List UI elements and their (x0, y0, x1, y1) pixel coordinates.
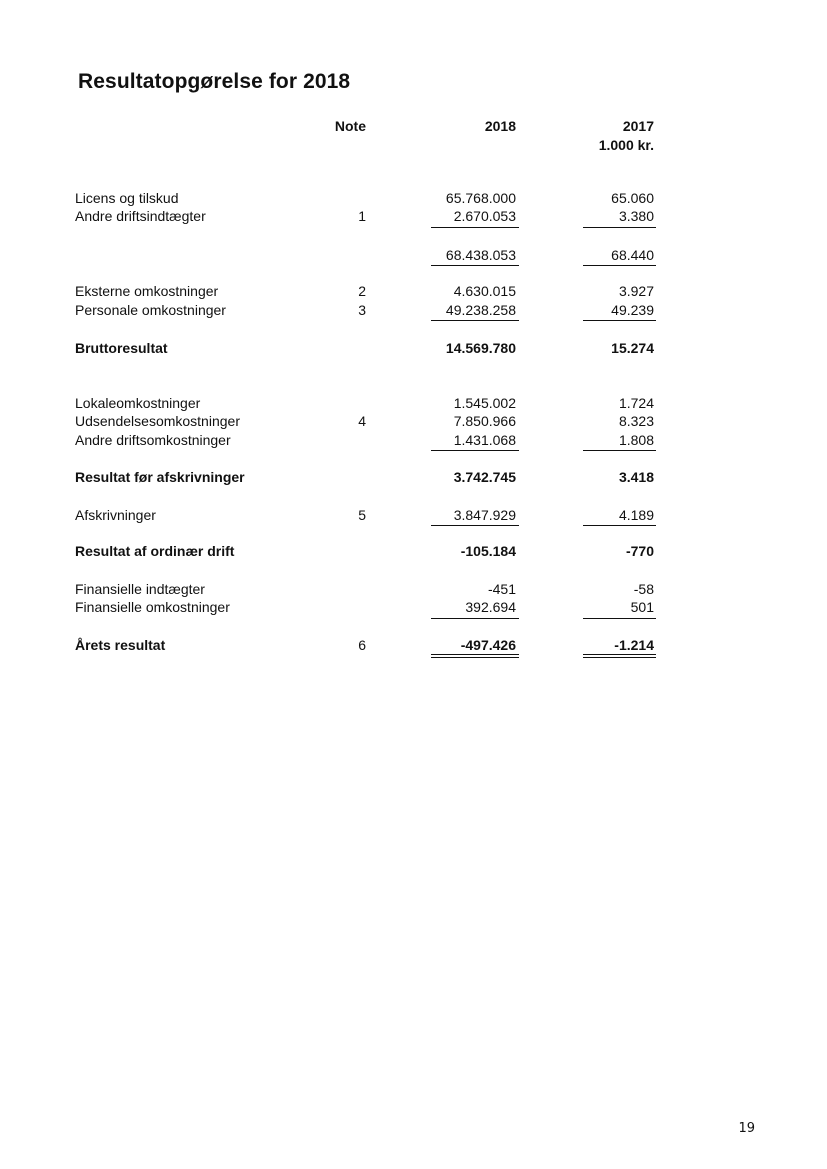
row-label: Andre driftsomkostninger (75, 432, 231, 448)
subtotal-rule (583, 618, 656, 619)
row-value-2018: 1.431.068 (453, 432, 516, 448)
row-value-2017: 3.927 (618, 283, 654, 299)
subtotal-rule (583, 227, 656, 228)
row-value-2018: -497.426 (460, 637, 516, 653)
table-row (0, 580, 827, 598)
row-value-2017: 4.189 (618, 507, 654, 523)
row-label: Udsendelsesomkostninger (75, 413, 240, 429)
row-value-2017: 15.274 (611, 340, 654, 356)
row-label: Eksterne omkostninger (75, 283, 219, 299)
row-label: Licens og tilskud (75, 190, 179, 206)
table-row (0, 431, 827, 449)
table-row (0, 468, 827, 486)
row-label: Lokaleomkostninger (75, 395, 201, 411)
subtotal-rule (431, 450, 519, 451)
row-label: Finansielle omkostninger (75, 599, 230, 615)
total-double-rule (431, 654, 519, 655)
row-value-2018: 3.847.929 (453, 507, 516, 523)
row-value-2018: 392.694 (465, 599, 516, 615)
row-value-2017: 1.808 (618, 432, 654, 448)
row-value-2017: 8.323 (618, 413, 654, 429)
subtotal-rule (583, 320, 656, 321)
table-row (0, 542, 827, 560)
subtotal-rule (431, 227, 519, 228)
page-title: Resultatopgørelse for 2018 (78, 70, 351, 93)
row-value-2017: 68.440 (611, 247, 654, 263)
row-note: 4 (358, 413, 366, 429)
row-value-2018: 14.569.780 (445, 340, 516, 356)
row-note: 1 (358, 208, 366, 224)
table-row (0, 394, 827, 412)
row-value-2018: 2.670.053 (453, 208, 516, 224)
row-value-2017: 65.060 (611, 190, 654, 206)
table-row (0, 598, 827, 616)
subtotal-rule (431, 525, 519, 526)
column-header-2017: 2017 (622, 118, 654, 134)
row-value-2018: -451 (487, 581, 516, 597)
row-value-2018: 4.630.015 (453, 283, 516, 299)
row-value-2017: 49.239 (611, 302, 654, 318)
total-double-rule (431, 657, 519, 658)
row-label: Resultat før afskrivninger (75, 469, 245, 485)
row-note: 6 (358, 637, 366, 653)
subtotal-rule (583, 450, 656, 451)
row-value-2018: 1.545.002 (453, 395, 516, 411)
row-value-2017: -58 (633, 581, 654, 597)
row-note: 2 (358, 283, 366, 299)
row-value-2017: -770 (625, 543, 654, 559)
row-value-2018: 65.768.000 (445, 190, 516, 206)
column-unit-2017: 1.000 kr. (598, 137, 654, 153)
table-row (0, 301, 827, 319)
subtotal-rule (583, 525, 656, 526)
subtotal-rule (431, 265, 519, 266)
row-value-2017: 1.724 (618, 395, 654, 411)
table-row (0, 207, 827, 225)
total-double-rule (583, 654, 656, 655)
row-value-2017: -1.214 (614, 637, 654, 653)
column-header-note: Note (334, 118, 366, 134)
table-row (0, 189, 827, 207)
row-label: Bruttoresultat (75, 340, 168, 356)
table-row (0, 282, 827, 300)
row-value-2018: -105.184 (460, 543, 516, 559)
subtotal-rule (431, 618, 519, 619)
row-value-2018: 68.438.053 (445, 247, 516, 263)
table-row (0, 412, 827, 430)
row-value-2018: 49.238.258 (445, 302, 516, 318)
row-note: 5 (358, 507, 366, 523)
row-label: Andre driftsindtægter (75, 208, 206, 224)
row-label: Årets resultat (75, 637, 166, 653)
table-row (0, 506, 827, 524)
table-row (0, 636, 827, 654)
row-value-2017: 3.380 (618, 208, 654, 224)
row-label: Finansielle indtægter (75, 581, 205, 597)
row-note: 3 (358, 302, 366, 318)
total-double-rule (583, 657, 656, 658)
subtotal-rule (431, 320, 519, 321)
row-label: Afskrivninger (75, 507, 156, 523)
row-value-2018: 3.742.745 (453, 469, 516, 485)
row-value-2017: 501 (630, 599, 654, 615)
subtotal-rule (583, 265, 656, 266)
table-row (0, 339, 827, 357)
page-number: 19 (738, 1121, 755, 1136)
row-label: Personale omkostninger (75, 302, 226, 318)
row-value-2017: 3.418 (618, 469, 654, 485)
table-row (0, 246, 827, 264)
column-header-2018: 2018 (484, 118, 516, 134)
row-value-2018: 7.850.966 (453, 413, 516, 429)
row-label: Resultat af ordinær drift (75, 543, 235, 559)
